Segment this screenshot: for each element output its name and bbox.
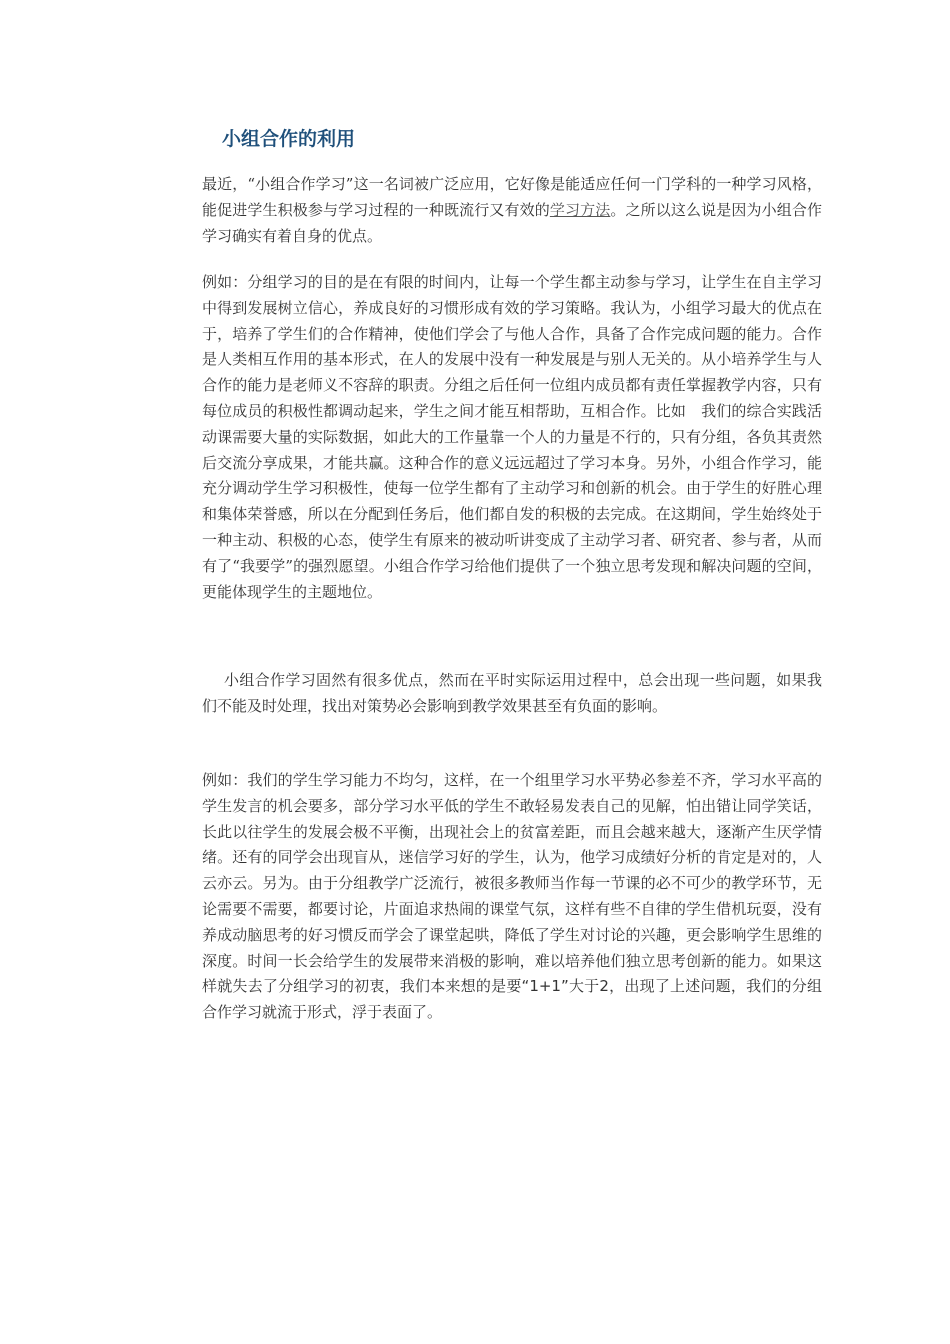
paragraph-problems-intro: 小组合作学习固然有很多优点，然而在平时实际运用过程中，总会出现一些问题，如果我们不能及时处理，找出对策势必会影响到教学效果甚至有负面的影响。 — [202, 671, 822, 715]
paragraph-problems-text-start: 例如：我们的学生学习能力不均匀，这样，在一个组里学习水平势必参差不齐，学习水平高的学生发言的机会要多，部分学习水平低的学生不敢轻易发表自己的见解，怕出错让同学笑话，长此以往学生的发展会极不平衡，出现社会上的贫富差距，而且会越来越大，逐渐产生厌学情绪。还有的同学会出现盲从，迷信学习好的学生，认为，他学习成绩好分析的肯定是对的，人云亦云。另为。由于分组教学广泛流行，被很多教师当作每一节课的必不可少的教学环节，无论需要不需要，都要讨论，片面追求热闹的课堂气氛，这样有些不自律的学生借机玩耍，没有养成动脑思考的好习惯反而学会了课堂起哄，降低了学生对讨论的兴趣，更会影响学生思维的深度。时间一长会给学生的发展带来消极的影响，难以培养他们独立思考创新的能力。如果这样就失去了分组学习的初衷，我们本来想的是要 — [202, 771, 822, 996]
formula-text: “1+1” — [521, 977, 569, 996]
paragraph-advantages: 例如：分组学习的目的是在有限的时间内，让每一个学生都主动参与学习，让学生在自主学习中得到发展树立信心，养成良好的习惯形成有效的学习策略。我认为，小组学习最大的优点在于，培养了学生们的合作精神，使他们学会了与他人合作，具备了合作完成问题的能力。合作是人类相互作用的基本形式，在人的发展中没有一种发展是与别人无关的。从小培养学生与人合作的能力是老师义不容辞的职责。分组之后任何一位组内成员都有责任掌握教学内容，只有每位成员的积极性都调动起来，学生之间才能互相帮助，互相合作。比如 我们的综合实践活动课需要大量的实际数据，如此大的工作量靠一个人的力量是不行的，只有分组，各负其责然后交流分享成果，才能共赢。这种合作的意义远远超过了学习本身。另外，小组合作学习，能充分调动学生学习积极性，使每一位学生都有了主动学习和创新的机会。由于学生的好胜心理和集体荣誉感，所以在分配到任务后，他们都自发的积极的去完成。在这期间，学生始终处于一种主动、积极的心态，使学生有原来的被动听讲变成了主动学习者、研究者、参与者，从而有了“我要学”的强烈愿望。小组合作学习给他们提供了一个独立思考发现和解决问题的空间，更能体现学生的主题地位。 — [202, 273, 822, 601]
learning-method-link[interactable]: 学习方法 — [549, 200, 611, 219]
number-text: 2 — [599, 977, 609, 996]
document-title: 小组合作的利用 — [222, 128, 356, 150]
paragraph-intro — [202, 172, 822, 249]
paragraph-problems-example — [202, 768, 822, 1026]
paragraph-intro-text-end: 。之所以这么说是因为小组合作学习确实有着自身的优点。 — [202, 200, 822, 245]
comparison-text: 大于 — [568, 977, 600, 996]
paragraph-problems-text-end: ，出现了上述问题，我们的分组合作学习就流于形式，浮于表面了。 — [202, 977, 822, 1022]
paragraph-intro-text-start: 最近，“小组合作学习”这一名词被广泛应用，它好像是能适应任何一门学科的一种学习风格，能促进学生积极参与学习过程的一种既流行又有效的 — [202, 175, 822, 219]
